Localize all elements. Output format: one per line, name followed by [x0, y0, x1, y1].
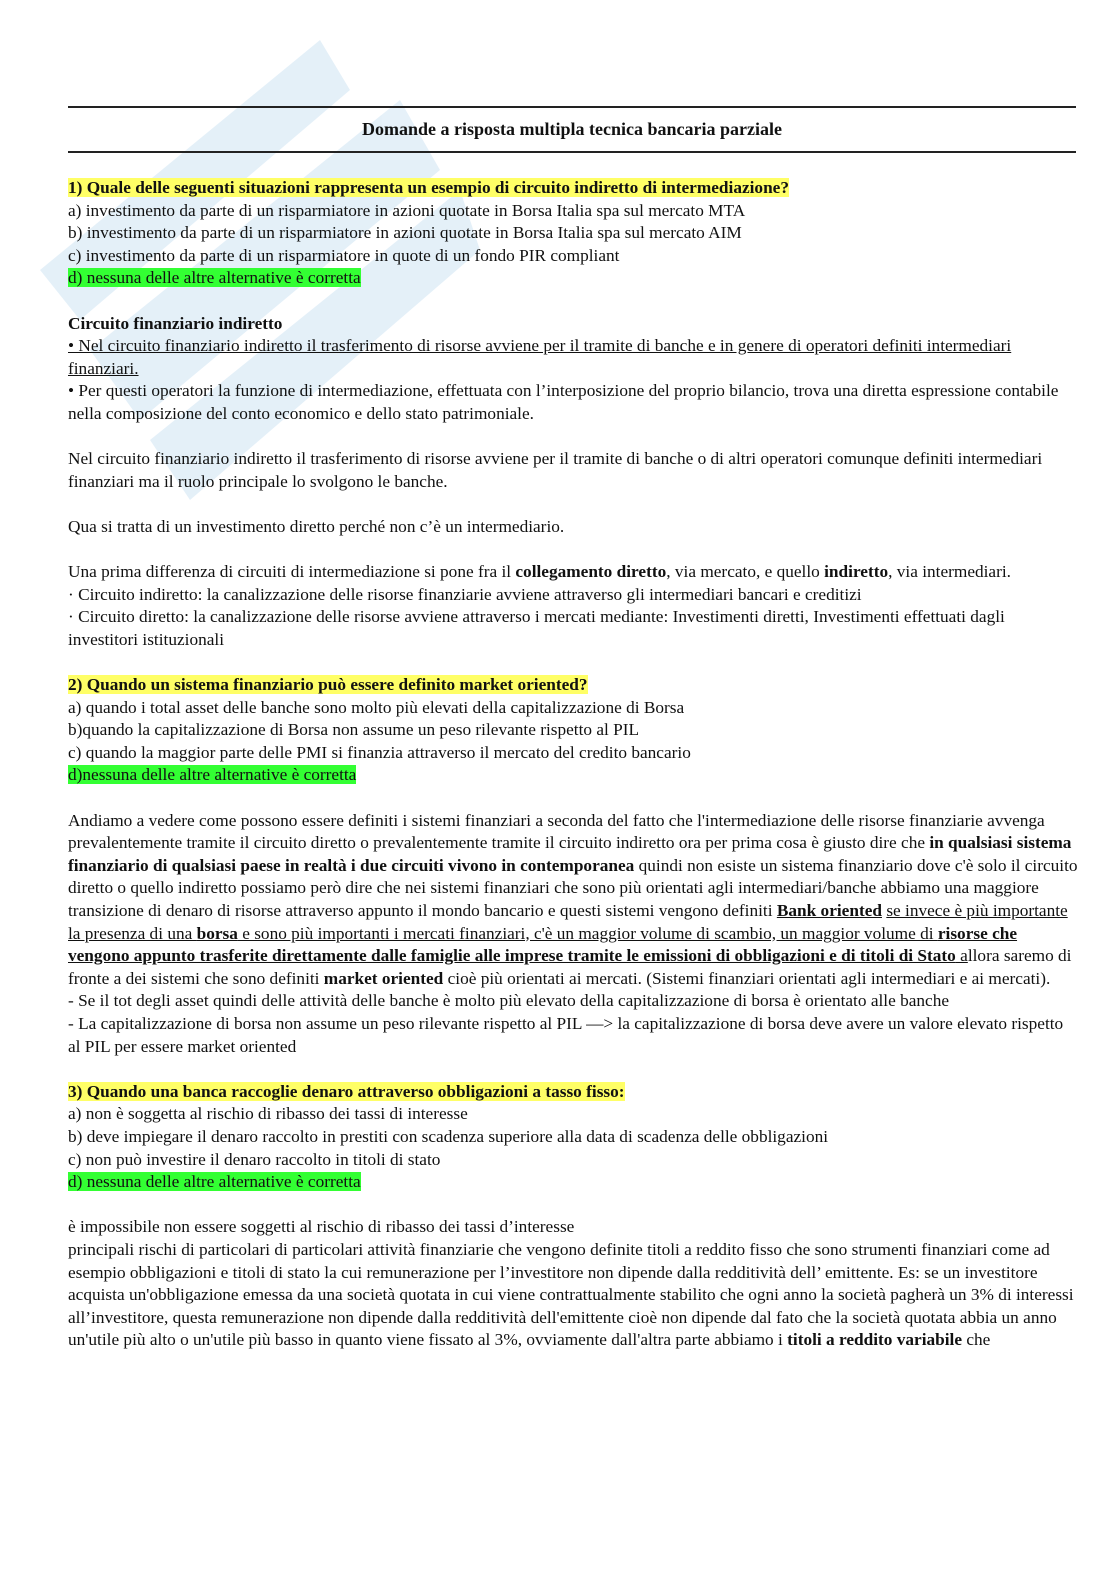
q1-correct-answer: d) nessuna delle altre alternative è corretta: [68, 268, 361, 288]
q3-option-b: b) deve impiegare il denaro raccolto in prestiti con scadenza superiore alla data di scadenza delle obbligazioni: [68, 1126, 829, 1146]
q2-option-c: c) quando la maggior parte delle PMI si finanzia attraverso il mercato del credito bancario: [68, 742, 691, 762]
q2-dash-1: - Se il tot degli asset quindi delle attività delle banche è molto più elevato della capitalizzazione di borsa è orientato alle banche: [68, 991, 950, 1011]
q1-paragraph-1: Nel circuito finanziario indiretto il trasferimento di risorse avviene per il tramite di banche o di altri operatori comunque definiti intermediari finanziari ma il ruolo principale lo svolgono le banche.: [68, 449, 1043, 491]
q2-dash-2: - La capitalizzazione di borsa non assume un peso rilevante rispetto al PIL —> la capitalizzazione di borsa deve avere un valore elevato rispetto al PIL per essere market oriented: [68, 1013, 1064, 1056]
q3-paragraph: principali rischi di particolari di particolari attività finanziarie che vengono definite titoli a reddito fisso che sono strumenti finanziari come ad esempio obbligazioni e titoli di stato la cui remunerazione per l’investitore non dipende dalla redditività dell’ emittente. Es: se un investitore acquista un'obbligazione emessa da una società quotata in cui viene contrattualmente stabilito che ogni anno la società pagherà un 3% di interessi all’investitore, questa remunerazione non dipende dalla redditività dell'emittente cioè non dipende dal fato che la società quotata abbia un anno un'utile più alto o un'utile più basso in quanto viene fissato al 3%, ovviamente dall'altra parte abbiamo i titoli a reddito variabile che: [68, 1239, 1074, 1350]
q1-line-direct: · Circuito diretto: la canalizzazione delle risorse avviene attraverso i mercati mediante: Investimenti diretti, Investimenti effettuati dagli investitori istituzionali: [68, 607, 1005, 649]
question-1: 1) Quale delle seguenti situazioni rappresenta un esempio di circuito indiretto di intermediazione?: [68, 178, 789, 197]
q1-line-indirect: · Circuito indiretto: la canalizzazione delle risorse finanziarie avviene attraverso gli intermediari bancari e creditizi: [68, 584, 862, 604]
top-rule: [68, 106, 1076, 108]
q1-option-a: a) investimento da parte di un risparmiatore in azioni quotate in Borsa Italia spa sul mercato MTA: [68, 200, 746, 220]
q2-option-b: b)quando la capitalizzazione di Borsa non assume un peso rilevante rispetto al PIL: [68, 720, 640, 740]
q3-option-c: c) non può investire il denaro raccolto in titoli di stato: [68, 1149, 441, 1169]
q1-heading: Circuito finanziario indiretto: [68, 313, 283, 333]
document-title: Domande a risposta multipla tecnica bancaria parziale: [362, 119, 782, 139]
q3-correct-answer: d) nessuna delle altre alternative è corretta: [68, 1172, 361, 1192]
q1-option-c: c) investimento da parte di un risparmiatore in quote di un fondo PIR compliant: [68, 245, 620, 265]
q2-paragraph: Andiamo a vedere come possono essere definiti i sistemi finanziari a seconda del fatto che l'intermediazione delle risorse finanziarie avvenga prevalentemente tramite il circuito diretto o prevalentemente tramite il circuito indiretto ora per prima cosa è giusto dire che in qualsiasi sistema finanziario di qualsiasi paese in realtà i due circuiti vivono in contemporanea quindi non esiste un sistema finanziario dove c'è solo il circuito diretto o quello indiretto possiamo però dire che nei sistemi finanziari che sono più orientati agli intermediari/banche abbiamo una maggiore transizione di denaro di risorse attraverso appunto il mondo bancario e questi sistemi vengono definiti Bank oriented se invece è più importante la presenza di una borsa e sono più importanti i mercati finanziari, c'è un maggior volume di scambio, un maggior volume di risorse che vengono appunto trasferite direttamente dalle famiglie alle imprese tramite le emissioni di obbligazioni e di titoli di Stato allora saremo di fronte a dei sistemi che sono definiti market oriented cioè più orientati ai mercati. (Sistemi finanziari orientati agli intermediari e ai mercati).: [68, 810, 1078, 988]
q1-option-b: b) investimento da parte di un risparmiatore in azioni quotate in Borsa Italia spa sul mercato AIM: [68, 223, 742, 243]
q1-bullet-1: • Nel circuito finanziario indiretto il trasferimento di risorse avviene per il tramite di banche e in genere di operatori definiti intermediari finanziari.: [68, 336, 1012, 378]
q3-line-1: è impossibile non essere soggetti al rischio di ribasso dei tassi d’interesse: [68, 1217, 575, 1237]
q3-option-a: a) non è soggetta al rischio di ribasso dei tassi di interesse: [68, 1104, 468, 1124]
document-body: [68, 177, 1078, 1352]
question-3: 3) Quando una banca raccoglie denaro attraverso obbligazioni a tasso fisso:: [68, 1081, 625, 1101]
q1-bullet-2: • Per questi operatori la funzione di intermediazione, effettuata con l’interposizione del proprio bilancio, trova una diretta espressione contabile nella composizione del conto economico e dello stato patrimoniale.: [68, 381, 1059, 423]
q1-paragraph-3: Una prima differenza di circuiti di intermediazione si pone fra il collegamento diretto, via mercato, e quello indiretto, via intermediari.: [68, 562, 1011, 582]
q2-correct-answer: d)nessuna delle altre alternative è corretta: [68, 765, 357, 785]
question-2: 2) Quando un sistema finanziario può essere definito market oriented?: [68, 675, 588, 695]
q1-paragraph-2: Qua si tratta di un investimento diretto perché non c’è un intermediario.: [68, 516, 565, 536]
title-rule: [68, 151, 1076, 153]
q2-option-a: a) quando i total asset delle banche sono molto più elevati della capitalizzazione di Borsa: [68, 697, 685, 717]
